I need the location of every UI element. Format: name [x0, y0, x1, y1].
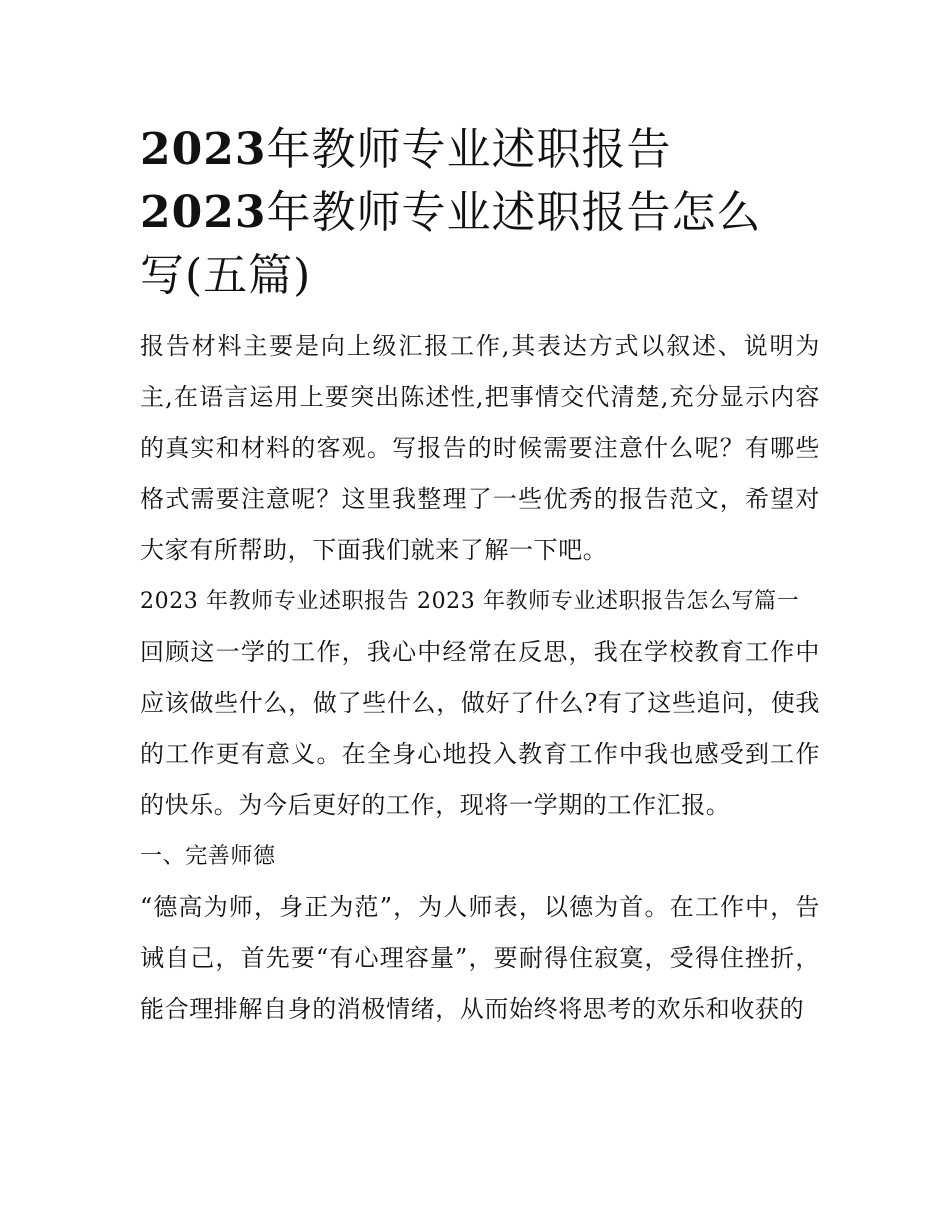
title-line-1 [140, 118, 820, 181]
section-heading: 2023 年教师专业述职报告 2023 年教师专业述职报告怎么写篇一 [140, 589, 800, 614]
title-line-2 [140, 181, 820, 244]
paragraph-review: 回顾这一学的工作，我心中经常在反思，我在学校教育工作中应该做些什么，做了些什么，做好了什么?有了这些追问，使我的工作更有意义。在全身心地投入教育工作中我也感受到工作的快乐。为今后更好的工作，现将一学期的工作汇报。 [140, 638, 820, 819]
title-text-2: 年教师专业述职报告怎么 [266, 187, 762, 238]
document-body [140, 321, 820, 1035]
title-text-1: 年教师专业述职报告 [266, 124, 672, 175]
title-year-1: 2023 [140, 124, 267, 175]
title-year-2: 2023 [140, 187, 267, 238]
title-line-3: 写(五篇) [140, 250, 312, 301]
document-title [140, 118, 820, 307]
point-heading-one: 一、完善师德 [140, 844, 276, 869]
paragraph-ethics: “德高为师，身正为范”，为人师表，以德为首。在工作中，告诫自己，首先要“有心理容量”，要耐得住寂寞，受得住挫折，能合理排解自身的消极情绪，从而始终将思考的欢乐和收获的 [140, 893, 820, 1023]
paragraph-intro: 报告材料主要是向上级汇报工作,其表达方式以叙述、说明为主,在语言运用上要突出陈述性,把事情交代清楚,充分显示内容的真实和材料的客观。写报告的时候需要注意什么呢？有哪些格式需要注意呢？这里我整理了一些优秀的报告范文，希望对大家有所帮助，下面我们就来了解一下吧。 [140, 332, 820, 564]
document-page [140, 118, 820, 1035]
